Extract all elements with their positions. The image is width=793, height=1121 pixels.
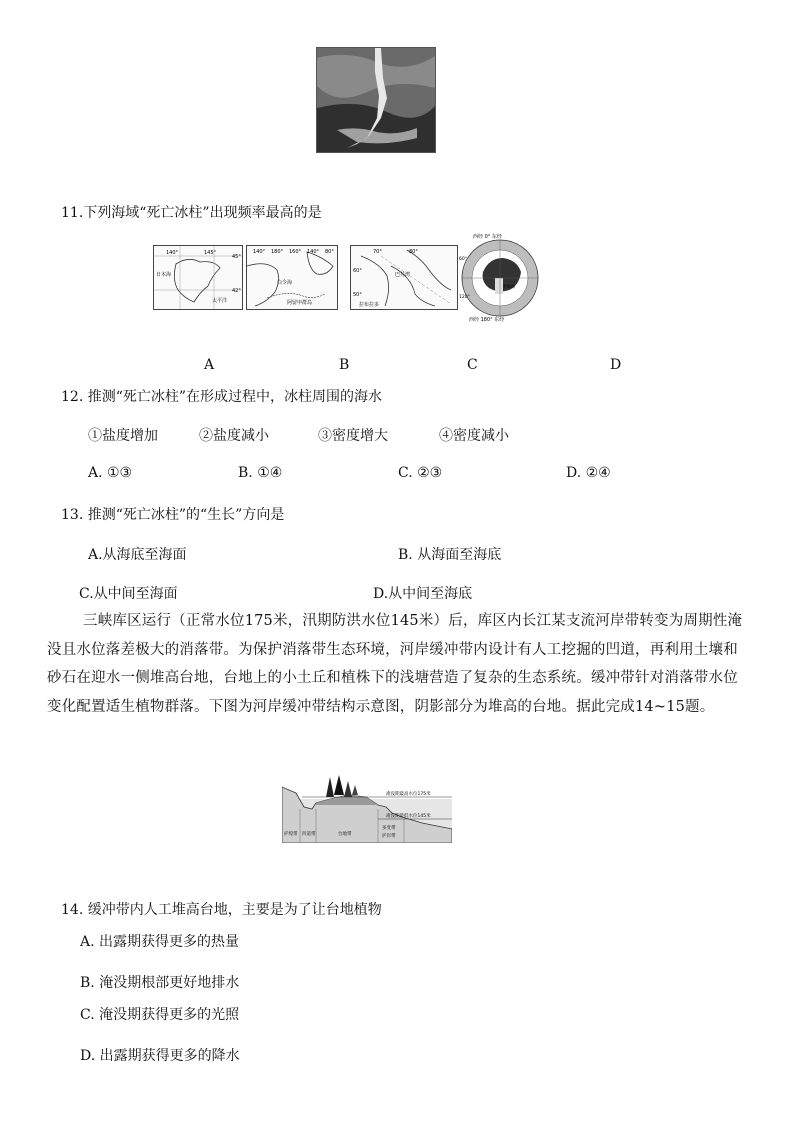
q11-option-b[interactable]: B (339, 357, 350, 373)
map-a-deg4: 42° (232, 288, 241, 294)
diagram-zone-3: 台地带 (338, 832, 352, 837)
map-d (459, 232, 541, 322)
q13-option-b[interactable]: B. 从海面至海底 (398, 547, 502, 563)
diagram-high-water: 淹没期最高水位175米 (386, 792, 431, 797)
diagram-zone-5: 护岸带 (382, 834, 396, 839)
q12-item-2: ②盐度减小 (199, 428, 269, 444)
map-d-top: 西经 0° 东经 (473, 234, 502, 240)
q11-stem: 11.下列海域“死亡冰柱”出现频率最高的是 (61, 205, 322, 221)
map-c-deg3: 60° (353, 268, 362, 274)
q14-option-d[interactable]: D. 出露期获得更多的降水 (80, 1048, 240, 1064)
diagram-zone-2: 凹道带 (302, 832, 316, 837)
q12-option-c[interactable]: C. ②③ (398, 465, 443, 481)
map-b-deg3: 160° (289, 249, 302, 255)
map-a (153, 245, 243, 310)
map-b-sea1: 白令海 (277, 280, 293, 286)
buffer-zone-diagram (282, 773, 452, 843)
diagram-low-water: 淹没期最低水位145米 (386, 814, 431, 819)
q14-option-b[interactable]: B. 淹没期根部更好地排水 (80, 975, 240, 991)
map-b-sea2: 阿留申群岛 (287, 300, 313, 306)
q11-option-a[interactable]: A (204, 357, 215, 373)
map-b-deg1: 140° (253, 249, 266, 255)
q12-stem: 12. 推测“死亡冰柱”在形成过程中，冰柱周围的海水 (61, 389, 383, 405)
q12-item-4: ④密度减小 (439, 428, 509, 444)
q12-option-d[interactable]: D. ②④ (566, 465, 611, 481)
q11-option-c[interactable]: C (467, 357, 478, 373)
q14-option-c[interactable]: C. 淹没期获得更多的光照 (80, 1007, 240, 1023)
map-d-deg1: 60° (459, 257, 467, 262)
map-d-bottom: 西经 180° 东经 (469, 317, 505, 322)
map-b (246, 245, 338, 310)
map-b-deg2: 180° (271, 249, 284, 255)
q13-option-d[interactable]: D.从中间至海底 (373, 586, 473, 602)
q12-option-a[interactable]: A. ①③ (88, 465, 133, 481)
diagram-zone-4: 多变带 (382, 826, 396, 831)
map-a-deg2: 145° (204, 250, 217, 256)
map-a-sea2: 太平洋 (212, 298, 228, 304)
map-b-deg4: 140° (307, 249, 320, 255)
q11-option-d[interactable]: D (610, 357, 622, 373)
q13-option-a[interactable]: A.从海底至海面 (88, 547, 187, 563)
map-c-sea2: 拉布拉多 (359, 302, 380, 308)
q14-option-a[interactable]: A. 出露期获得更多的热量 (80, 934, 240, 950)
map-c-sea1: 巴芬湾 (395, 272, 411, 278)
map-c (350, 245, 458, 310)
q14-stem: 14. 缓冲带内人工堆高台地，主要是为了让台地植物 (61, 902, 382, 918)
map-a-deg1: 140° (166, 250, 179, 256)
map-c-deg2: 80° (409, 249, 418, 255)
q13-stem: 13. 推测“死亡冰柱”的“生长”方向是 (61, 507, 285, 523)
map-c-deg4: 50° (353, 292, 362, 298)
q12-item-3: ③密度增大 (318, 428, 388, 444)
map-b-deg5: 80° (325, 249, 334, 255)
q12-item-1: ①盐度增加 (88, 428, 158, 444)
diagram-zone-1: 护堤带 (284, 832, 298, 837)
q13-option-c[interactable]: C.从中间至海面 (79, 586, 178, 602)
ice-column-photo (316, 47, 436, 153)
map-c-deg1: 70° (373, 249, 382, 255)
map-d-deg2: 120° (459, 295, 470, 300)
q12-option-b[interactable]: B. ①④ (238, 465, 283, 481)
map-d-label: 罗斯海 (503, 284, 515, 289)
passage-text: 三峡库区运行（正常水位175米，汛期防洪水位145米）后，库区内长江某支流河岸带转变为周期性淹没且水位落差极大的消落带。为保护消落带生态环境，河岸缓冲带内设计有人工挖掘的凹道，再利用土壤和砂石在迎水一侧堆高台地，台地上的小土丘和植株下的浅塘营造了复杂的生态系统。缓冲带针对消落带水位变化配置适生植物群落。下图为河岸缓冲带结构示意图，阴影部分为堆高的台地。据此完成14~15题。 (47, 613, 743, 715)
map-a-deg3: 45° (232, 254, 241, 260)
map-a-sea1: 日本海 (156, 272, 172, 278)
